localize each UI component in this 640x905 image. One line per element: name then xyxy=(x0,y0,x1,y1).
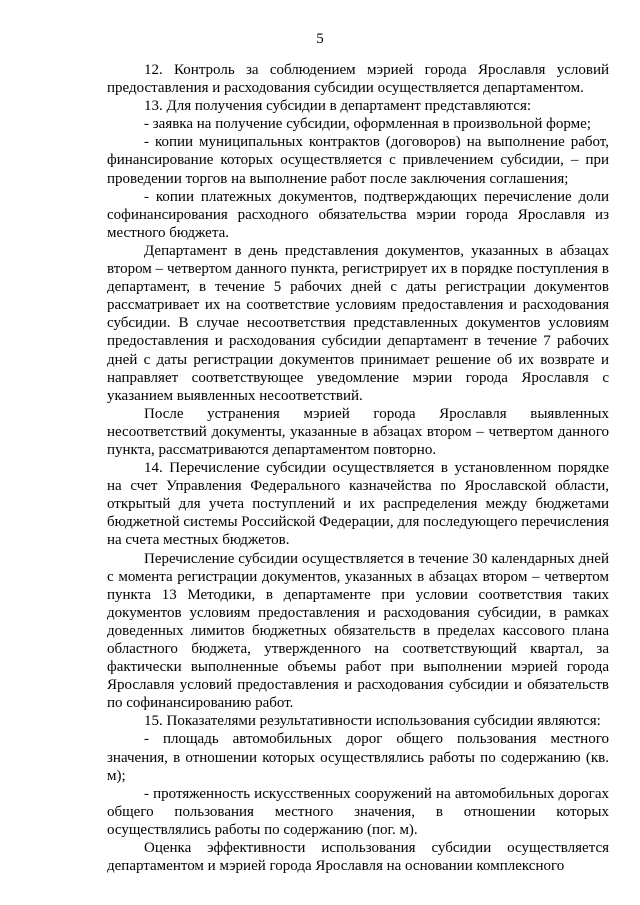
list-item-road-area: - площадь автомобильных дорог общего пользования местного значения, в отношении которых осуществлялись работы по содержанию (кв. м); xyxy=(107,731,609,784)
document-body xyxy=(107,61,609,875)
page-number: 5 xyxy=(316,31,324,47)
paragraph-item-13-intro: 13. Для получения субсидии в департамент представляются: xyxy=(144,98,532,115)
paragraph-item-14-transfer: 14. Перечисление субсидии осуществляется в установленном порядке на счет Управления Федерального казначейства по Ярославской области, открытый для учета поступлений и их распределения между бюджетами бюджетной системы Российской Федерации, для последующего перечисления на счета местных бюджетов. xyxy=(107,460,609,549)
list-item-structures-length: - протяженность искусственных сооружений на автомобильных дорогах общего пользования местного значения, в отношении которых осуществлялись работы по содержанию (пог. м). xyxy=(107,785,609,838)
paragraph-item-12-control: 12. Контроль за соблюдением мэрией города Ярославля условий предоставления и расходования субсидии осуществляется департаментом. xyxy=(107,62,609,97)
list-item-contract-copies: - копии муниципальных контрактов (договоров) на выполнение работ, финансирование которых осуществляется с привлечением субсидии, – при проведении торгов на выполнение работ после заключения соглашения; xyxy=(107,134,609,187)
list-item-payment-documents: - копии платежных документов, подтверждающих перечисление доли софинансирования расходного обязательства мэрии города Ярославля из местного бюджета. xyxy=(107,188,609,241)
paragraph-resubmission: После устранения мэрией города Ярославля выявленных несоответствий документы, указанные в абзацах втором – четвертом данного пункта, рассматриваются департаментом повторно. xyxy=(107,405,609,458)
paragraph-transfer-terms: Перечисление субсидии осуществляется в течение 30 календарных дней с момента регистрации документов, указанных в абзацах втором – четвертом пункта 13 Методики, в департаменте при условии соответствия таких документов условиям предоставления и расходования субсидии, в рамках доведенных лимитов бюджетных обязательств в пределах кассового плана областного бюджета, утвержденного на соответствующий квартал, за фактически выполненные объемы работ при выполнении мэрией города Ярославля условий предоставления и расходования субсидии и обязательств по софинансированию работ. xyxy=(107,550,609,712)
list-item-application: - заявка на получение субсидии, оформленная в произвольной форме; xyxy=(144,116,591,133)
paragraph-efficiency-assessment: Оценка эффективности использования субсидии осуществляется департаментом и мэрией города Ярославля на основании комплексного xyxy=(107,840,609,875)
paragraph-item-15-indicators: 15. Показателями результативности использования субсидии являются: xyxy=(144,713,601,730)
paragraph-department-review: Департамент в день представления документов, указанных в абзацах втором – четвертом данного пункта, регистрирует их в порядке поступления в департамент, в течение 5 рабочих дней с даты регистрации документов рассматривает их на соответствие условиям предоставления и расходования субсидии. В случае несоответствия представленных документов условиям предоставления и расходования субсидии департамент в течение 7 рабочих дней с даты регистрации документов принимает решение об их возврате и направляет соответствующее уведомление мэрии города Ярославля с указанием выявленных несоответствий. xyxy=(107,242,609,404)
